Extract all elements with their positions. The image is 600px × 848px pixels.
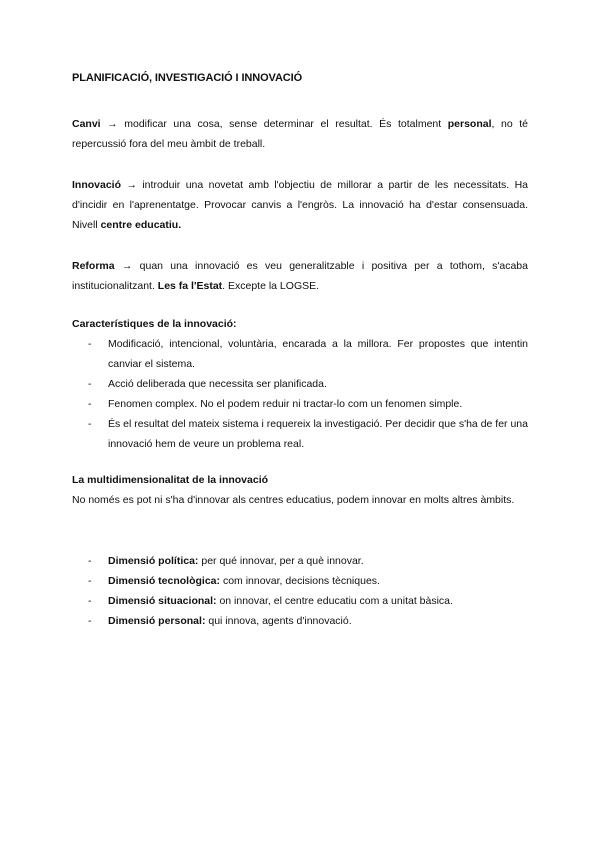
dimension-text: com innovar, decisions tècniques. bbox=[220, 575, 380, 587]
innovacio-bold: centre educatiu. bbox=[100, 219, 182, 231]
multidimensionalitat-intro: No només es pot ni s'ha d'innovar als centres educatius, podem innovar en molts altres àmbits. bbox=[72, 494, 515, 506]
list-item bbox=[72, 414, 528, 454]
list-item bbox=[72, 611, 528, 631]
bullet-dash: - bbox=[88, 398, 92, 410]
bullet-dash: - bbox=[88, 615, 92, 627]
dimension-text: qui innova, agents d'innovació. bbox=[205, 615, 352, 627]
list-item-text: Modificació, intencional, voluntària, encarada a la millora. Fer propostes que intentin canviar el sistema. bbox=[108, 338, 528, 370]
caracteristiques-list bbox=[72, 334, 528, 454]
dimension-label: Dimensió tecnològica: bbox=[108, 575, 221, 587]
caracteristiques-heading: Característiques de la innovació: bbox=[72, 318, 237, 330]
innovacio-term: Innovació bbox=[72, 179, 122, 191]
list-item bbox=[72, 591, 528, 611]
reforma-term: Reforma bbox=[72, 260, 115, 272]
list-item bbox=[72, 551, 528, 571]
dimension-label: Dimensió situacional: bbox=[108, 595, 217, 607]
bullet-dash: - bbox=[88, 595, 92, 607]
reforma-paragraph bbox=[72, 256, 528, 296]
list-item-text: Fenomen complex. No el podem reduir ni tractar-lo com un fenomen simple. bbox=[108, 398, 463, 410]
reforma-bold: Les fa l'Estat bbox=[157, 280, 223, 292]
dimension-text: on innovar, el centre educatiu com a unitat bàsica. bbox=[216, 595, 453, 607]
innovacio-paragraph bbox=[72, 175, 528, 235]
canvi-text-after: , no té repercussió fora del meu àmbit de treball. bbox=[72, 118, 528, 150]
bullet-dash: - bbox=[88, 338, 92, 350]
list-item bbox=[72, 334, 528, 374]
multidimensionalitat-heading: La multidimensionalitat de la innovació bbox=[72, 474, 269, 486]
dimension-label: Dimensió personal: bbox=[108, 615, 206, 627]
dimension-text: per qué innovar, per a què innovar. bbox=[198, 555, 364, 567]
reforma-arrow: → bbox=[121, 260, 133, 272]
innovacio-text-before: introduir una novetat amb l'objectiu de millorar a partir de les necessitats. Ha d'incidir en l'aprenentatge. Provocar canvis a l'engròs. La innovació ha d'estar consensuada. Nivell bbox=[72, 179, 528, 231]
dimensions-list bbox=[72, 551, 528, 631]
list-item bbox=[72, 374, 528, 394]
bullet-dash: - bbox=[88, 378, 92, 390]
dimension-label: Dimensió política: bbox=[108, 555, 199, 567]
innovacio-arrow: → bbox=[126, 179, 137, 191]
bullet-dash: - bbox=[88, 418, 92, 430]
canvi-term: Canvi bbox=[72, 118, 101, 130]
list-item-text: És el resultat del mateix sistema i requereix la investigació. Per decidir que s'ha de fer una innovació hem de veure un problema real. bbox=[108, 418, 528, 450]
reforma-text-before: quan una innovació es veu generalitzable i positiva per a tothom, s'acaba institucionalitzant. bbox=[72, 260, 528, 292]
list-item bbox=[72, 571, 528, 591]
bullet-dash: - bbox=[88, 575, 92, 587]
reforma-text-after: . Excepte la LOGSE. bbox=[222, 280, 320, 292]
bullet-dash: - bbox=[88, 555, 92, 567]
canvi-text-before: modificar una cosa, sense determinar el resultat. És totalment bbox=[117, 118, 448, 130]
canvi-paragraph bbox=[72, 114, 528, 154]
page-title: PLANIFICACIÓ, INVESTIGACIÓ I INNOVACIÓ bbox=[72, 72, 303, 84]
list-item-text: Acció deliberada que necessita ser planificada. bbox=[108, 378, 327, 390]
canvi-bold: personal bbox=[447, 118, 492, 130]
list-item bbox=[72, 394, 528, 414]
canvi-arrow: → bbox=[107, 118, 118, 130]
